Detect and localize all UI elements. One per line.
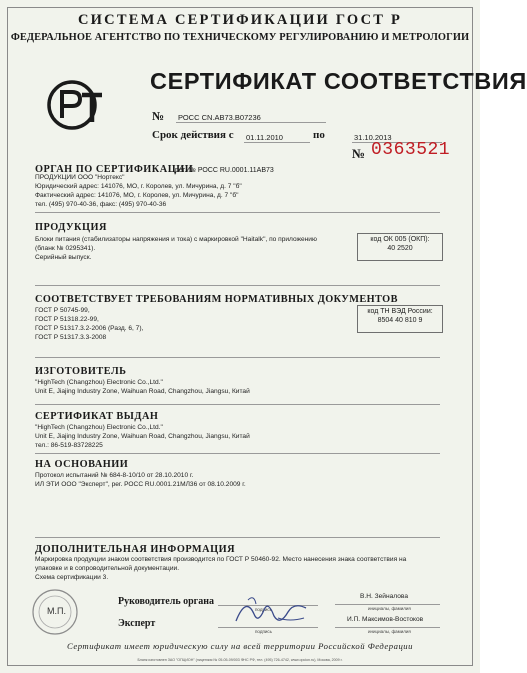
product-line: (бланк № 0295341). [35, 245, 96, 252]
additional-line: Схема сертификации 3. [35, 574, 109, 581]
rst-logo-icon [42, 74, 122, 136]
date-from: 01.11.2010 [246, 133, 283, 142]
okp-code-box [357, 233, 443, 261]
expert-name-line [335, 627, 440, 628]
agency-title: ФЕДЕРАЛЬНОЕ АГЕНТСТВО ПО ТЕХНИЧЕСКОМУ РЕГУЛИРОВАНИЮ И МЕТРОЛОГИИ [10, 32, 470, 43]
organ-reg-number: рег. № РОСС RU.0001.11АВ73 [175, 167, 274, 174]
manufacturer-line: "HighTech (Changzhou) Electronic Co.,Ltd." [35, 379, 163, 386]
organ-line: Юридический адрес: 141076, МО, г. Королев, ул. Мичурина, д. 7 "б" [35, 183, 242, 190]
okp-label: код ОК 005 (ОКП): [370, 236, 430, 243]
serial-number: 0363521 [371, 140, 451, 160]
serial-label: № [352, 146, 366, 161]
manufacturer-heading: ИЗГОТОВИТЕЛЬ [35, 366, 127, 377]
okp-value: 40 2520 [387, 245, 413, 252]
manufacturer-line: Unit E, Jiajing Industry Zone, Waihuan Road, Changzhou, Jiangsu, Китай [35, 388, 250, 395]
divider [35, 404, 440, 405]
number-label: № [152, 109, 165, 123]
basis-heading: НА ОСНОВАНИИ [35, 459, 129, 470]
to-label: по [313, 129, 325, 141]
issued-line: тел.: 86-519-83728225 [35, 442, 103, 449]
handwritten-signature-icon [228, 588, 313, 633]
head-sign-caption: подпись [255, 607, 273, 612]
issued-line: Unit E, Jiajing Industry Zone, Waihuan Road, Changzhou, Jiangsu, Китай [35, 433, 250, 440]
issued-line: "HighTech (Changzhou) Electronic Co.,Ltd." [35, 424, 163, 431]
validity-label: Срок действия с [152, 129, 234, 141]
print-info: Бланк изготовлен ЗАО "ОПЦИОН" (лицензия № 05-05-09/003 ФНС РФ, тел. (495) 726-4742, www.opcion.ru), Москва, 2009 г. [137, 658, 343, 662]
basis-line: ИЛ ЭТИ ООО "Эксперт", рег. РОСС RU.0001.21МЛ36 от 08.10.2009 г. [35, 481, 246, 488]
organ-heading: ОРГАН ПО СЕРТИФИКАЦИИ [35, 164, 194, 175]
standard-item: ГОСТ Р 50745-99, [35, 307, 90, 314]
expert-sign-caption: подпись [255, 629, 273, 634]
product-line: Блоки питания (стабилизаторы напряжения и тока) с маркировкой "Haitalk", по приложению [35, 236, 317, 243]
expert-name-caption: инициалы, фамилия [368, 629, 411, 634]
standards-heading: СООТВЕТСТВУЕТ ТРЕБОВАНИЯМ НОРМАТИВНЫХ ДОКУМЕНТОВ [35, 294, 398, 305]
additional-line: упаковке и в сопроводительной документации. [35, 565, 180, 572]
system-title: СИСТЕМА СЕРТИФИКАЦИИ ГОСТ Р [78, 12, 402, 28]
tnved-code-box [357, 305, 443, 333]
head-name: В.Н. Зейналова [360, 593, 408, 600]
certificate-number: РОСС CN.АВ73.В07236 [178, 113, 261, 122]
product-heading: ПРОДУКЦИЯ [35, 222, 107, 233]
head-label: Руководитель органа [118, 596, 214, 607]
standard-item: ГОСТ Р 51317.3.2-2006 (Разд. 6, 7), [35, 325, 144, 332]
standard-item: ГОСТ Р 51317.3.3-2008 [35, 334, 107, 341]
organ-line: тел. (495) 970-40-36, факс: (495) 970-40-36 [35, 201, 167, 208]
certificate-title: СЕРТИФИКАТ СООТВЕТСТВИЯ [150, 68, 527, 94]
additional-line: Маркировка продукции знаком соответствия производится по ГОСТ Р 50460-92. Место нанесения знака соответствия на [35, 556, 407, 563]
product-line: Серийный выпуск. [35, 254, 92, 261]
organ-line: Фактический адрес: 141076, МО, г. Королев, ул. Мичурина, д. 7 "б" [35, 192, 239, 199]
divider [35, 285, 440, 286]
date-to: 31.10.2013 [354, 133, 392, 142]
tnved-label: код ТН ВЭД России: [367, 308, 433, 315]
legal-note: Сертификат имеет юридическую силу на всей территории Российской Федерации [66, 641, 413, 651]
expert-name: И.П. Максимов-Востоков [347, 616, 424, 623]
additional-heading: ДОПОЛНИТЕЛЬНАЯ ИНФОРМАЦИЯ [35, 544, 236, 555]
stamp-text: М.П. [47, 606, 66, 616]
basis-line: Протокол испытаний № 684-8-10/10 от 28.10.2010 г. [35, 472, 194, 479]
divider [35, 537, 440, 538]
divider [35, 453, 440, 454]
head-name-caption: инициалы, фамилия [368, 606, 411, 611]
head-name-line [335, 604, 440, 605]
organ-line: ПРОДУКЦИИ ООО "Нортекс" [35, 174, 125, 181]
standard-item: ГОСТ Р 51318.22-99, [35, 316, 99, 323]
expert-label: Эксперт [118, 618, 156, 629]
issued-heading: СЕРТИФИКАТ ВЫДАН [35, 411, 159, 422]
divider [35, 357, 440, 358]
tnved-value: 8504 40 810 9 [377, 317, 423, 324]
date-from-underline [244, 142, 310, 143]
divider [35, 212, 440, 213]
number-underline [176, 122, 326, 123]
